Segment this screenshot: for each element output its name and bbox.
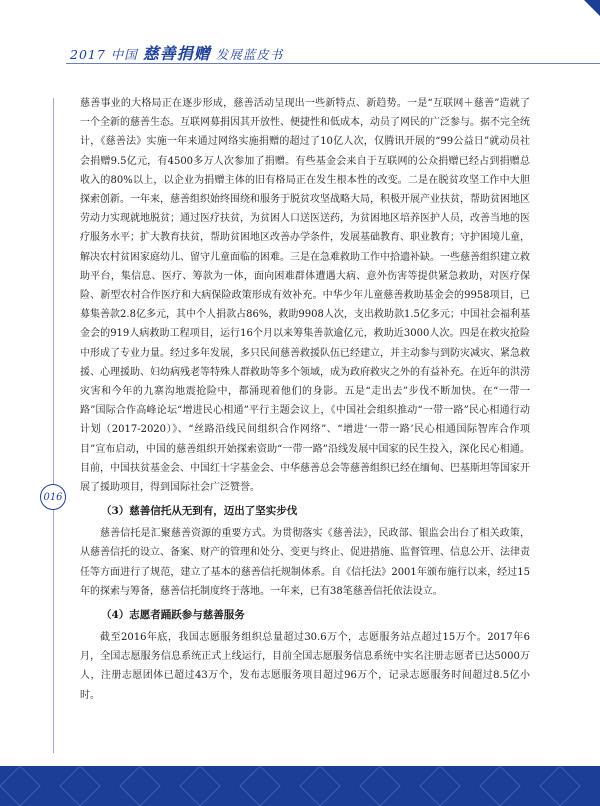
section-heading: （4）志愿者踊跃参与慈善服务 [101, 609, 245, 622]
footer-pattern [0, 766, 600, 806]
body-paragraph: 截至2016年底，我国志愿服务组织总量超过30.6万个，志愿服务站点超过15万个。2017年6月，全国志愿服务信息系统正式上线运行，目前全国志愿服务信息系统中实名注册志愿者已达5000万人，注册志愿团体已超过43万个，发布志愿服务项目超过96万个，记录志愿服务时间超过8.5亿小时。 [80, 632, 530, 701]
margin-rule [53, 98, 54, 753]
page-body [80, 94, 530, 705]
page-header [0, 0, 600, 72]
footer-band [0, 766, 600, 806]
section-heading: （3）慈善信托从无到有，迈出了坚实步伐 [101, 505, 298, 518]
running-title [70, 41, 283, 64]
running-title-year: 2017 [70, 47, 106, 62]
page-number-badge: 016 [40, 484, 66, 510]
running-title-prefix: 中国 [110, 47, 138, 62]
corner-decoration [584, 0, 600, 16]
header-rule [66, 63, 600, 64]
body-paragraph: 慈善事业的大格局正在逐步形成，慈善活动呈现出一些新特点、新趋势。一是“互联网＋慈善”造就了一个全新的慈善生态。互联网募捐因其开放性、便捷性和低成本，动员了网民的广泛参与。据不完全统计，《慈善法》实施一年来通过网络实施捐赠的超过了10亿人次，仅腾讯开展的“99公益日”就动员社会捐赠9.5亿元，有4500多万人次参加了捐赠。有些基金会来自于互联网的公众捐赠已经占到捐赠总收入的80%以上，以企业为捐赠主体的旧有格局正在发生根本性的改变。二是在脱贫攻坚工作中大胆探索创新。一年来，慈善组织始终围绕和服务于脱贫攻坚战略大局，积极开展产业扶贫，帮助贫困地区劳动力实现就地脱贫；通过医疗扶贫，为贫困人口送医送药，为贫困地区培养医护人员，改善当地的医疗服务水平；扩大教育扶贫，帮助贫困地区改善办学条件，发展基础教育、职业教育；守护困境儿童，解决农村贫困家庭幼儿、留守儿童面临的困难。三是在急难救助工作中拾遗补缺。一些慈善组织建立救助平台，集信息、医疗、筹款为一体，面向困难群体遭遇大病、意外伤害等提供紧急救助，对医疗保险、新型农村合作医疗和大病保险政策形成有效补充。中华少年儿童慈善救助基金会的9958项目，已募集善款2.8亿多元，其中个人捐款占86%，救助9908人次，支出救助款1.5亿多元；中国社会福利基金会的919人病救助工程项目，运行16个月以来筹集善款逾亿元，救助近3000人次。四是在救灾抢险中形成了专业力量。经过多年发展，多只民间慈善救援队伍已经建立，并主动参与到防灾减灾、紧急救援、心理援助、妇幼病残老等特殊人群救助等多个领域，成为政府救灾之外的有益补充。在近年的洪涝灾害和今年的九寨沟地震抢险中，都涌现着他们的身影。五是“走出去”步伐不断加快。在“一带一路”国际合作高峰论坛“增进民心相通”平行主题会议上，《中国社会组织推动“一带一路”民心相通行动计划（2017-2020）》、“丝路沿线民间组织合作网络”、“增进‘一带一路’民心相通国际智库合作项目”宣布启动，中国的慈善组织开始探索资助“一带一路”沿线发展中国家的民生投入，深化民心相通。目前，中国扶贫基金会、中国红十字基金会、中华慈善总会等慈善组织已经在缅甸、巴基斯坦等国家开展了援助项目，得到国际社会广泛赞誉。 [80, 98, 530, 494]
running-title-suffix: 发展蓝皮书 [215, 47, 284, 62]
running-title-highlight: 慈善捐赠 [142, 44, 211, 63]
body-paragraph: 慈善信托是汇聚慈善资源的重要方式。为贯彻落实《慈善法》，民政部、银监会出台了相关政策，从慈善信托的设立、备案、财产的管理和处分、变更与终止、促进措施、监督管理、信息公开、法律责任等方面进行了规范，建立了基本的慈善信托规制体系。自《信托法》2001年颁布施行以来，经过15年的探索与筹备，慈善信托制度终于落地。一年来，已有38笔慈善信托依法设立。 [80, 528, 530, 597]
